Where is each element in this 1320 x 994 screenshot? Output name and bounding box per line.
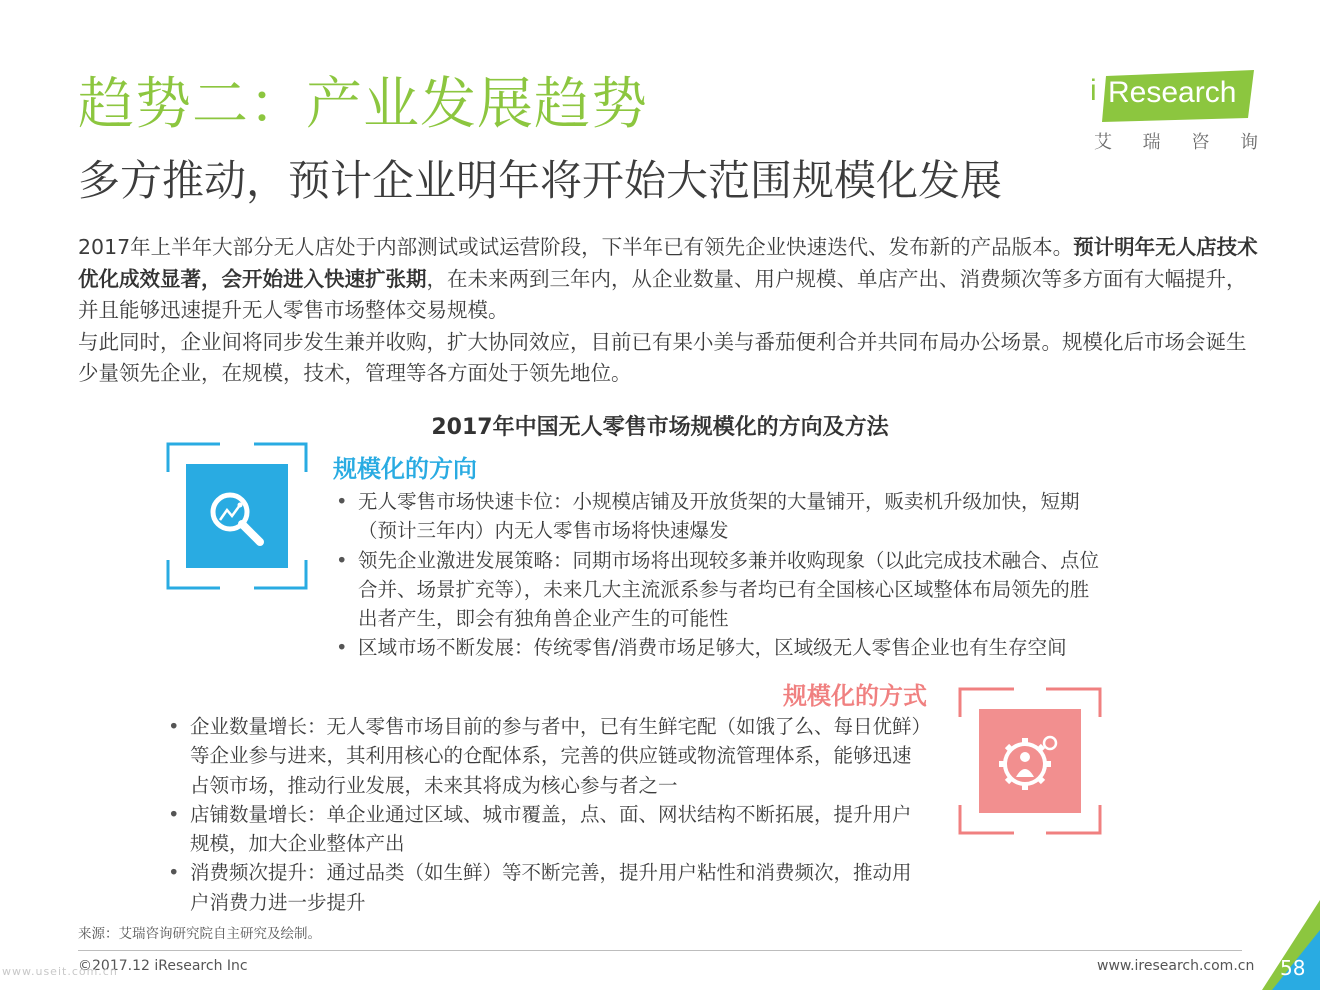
logo-letter-i: i bbox=[1090, 74, 1097, 107]
list-item: • 区域市场不断发展：传统零售/消费市场足够大，区域级无人零售企业也有生存空间 bbox=[332, 633, 1102, 662]
page-number: 58 bbox=[1280, 956, 1306, 980]
magnifier-chart-icon bbox=[166, 442, 308, 590]
source-note: 来源：艾瑞咨询研究院自主研究及绘制。 bbox=[78, 926, 321, 942]
list-item: • 店铺数量增长：单企业通过区域、城市覆盖，点、面、网状结构不断拓展，提升用户规模，加大企业整体产出 bbox=[164, 800, 924, 859]
logo-brand-text: Research bbox=[1108, 76, 1237, 109]
direction-list bbox=[332, 487, 1102, 663]
method-list bbox=[164, 712, 924, 917]
direction-heading: 规模化的方向 bbox=[333, 455, 477, 483]
intro-text bbox=[78, 232, 1258, 390]
list-item: • 企业数量增长：无人零售市场目前的参与者中，已有生鲜宅配（如饿了么、每日优鲜）等企业参与进来，其利用核心的仓配体系，完善的供应链或物流管理体系，能够迅速占领市场，推动行业发展，未来其将成为核心参与者之一 bbox=[164, 712, 924, 800]
list-item: • 领先企业激进发展策略：同期市场将出现较多兼并收购现象（以此完成技术融合、点位合并、场景扩充等），未来几大主流派系参与者均已有全国核心区域整体布局领先的胜出者产生，即会有独角兽企业产生的可能性 bbox=[332, 546, 1102, 634]
gear-person-icon bbox=[958, 687, 1102, 835]
page-title: 趋势二：产业发展趋势 bbox=[78, 72, 648, 137]
copyright-text: ©2017.12 iResearch Inc bbox=[78, 958, 248, 974]
intro-paragraph-2: 与此同时，企业间将同步发生兼并收购，扩大协同效应，目前已有果小美与番茄便利合并共同布局办公场景。规模化后市场会诞生少量领先企业，在规模，技术，管理等各方面处于领先地位。 bbox=[78, 329, 1247, 385]
watermark-text: www.useit.com.cn bbox=[2, 965, 118, 978]
page-subtitle: 多方推动，预计企业明年将开始大范围规模化发展 bbox=[78, 156, 1003, 205]
intro-paragraph-1: 2017年上半年大部分无人店处于内部测试或试运营阶段，下半年已有领先企业快速迭代、发布新的产品版本。预计明年无人店技术优化成效显著，会开始进入快速扩张期，在未来两到三年内，从企业数量、用户规模、单店产出、消费频次等多方面有大幅提升，并且能够迅速提升无人零售市场整体交易规模。 bbox=[78, 235, 1258, 322]
method-heading: 规模化的方式 bbox=[783, 682, 927, 710]
list-item: • 消费频次提升：通过品类（如生鲜）等不断完善，提升用户粘性和消费频次，推动用户消费力进一步提升 bbox=[164, 858, 924, 917]
list-item: • 无人零售市场快速卡位：小规模店铺及开放货架的大量铺开，贩卖机升级加快，短期（预计三年内）内无人零售市场将快速爆发 bbox=[332, 487, 1102, 546]
footer-divider bbox=[78, 950, 1242, 951]
section-title: 2017年中国无人零售市场规模化的方向及方法 bbox=[431, 415, 889, 440]
website-link[interactable]: www.iresearch.com.cn bbox=[1097, 958, 1255, 974]
iresearch-logo bbox=[1088, 70, 1258, 154]
logo-chinese-text: 艾 瑞 咨 询 bbox=[1094, 132, 1258, 153]
